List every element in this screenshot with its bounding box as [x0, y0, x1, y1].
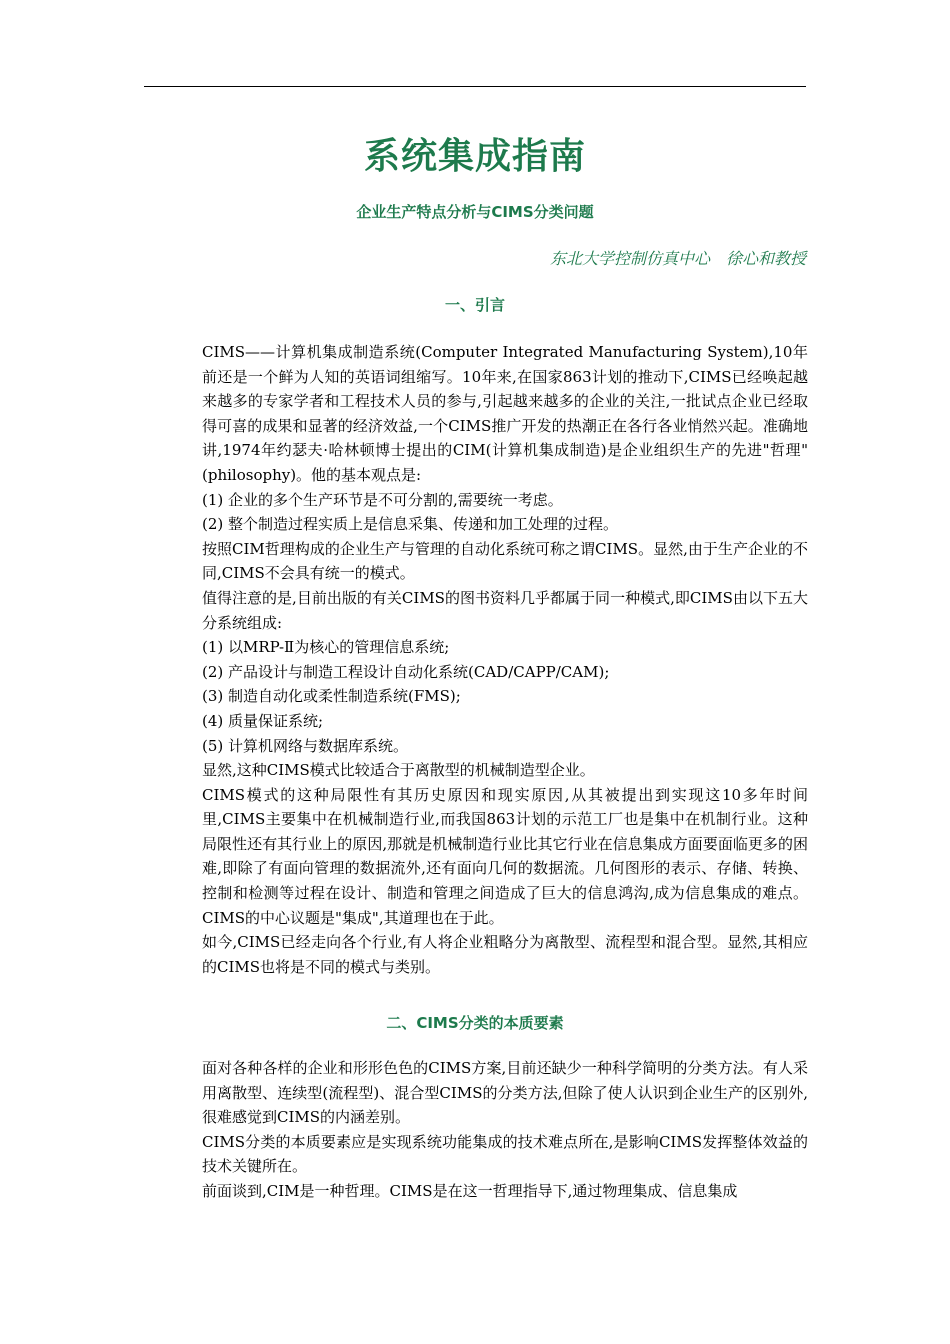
section1-heading: 一、引言 — [444, 296, 505, 314]
document-subtitle: 企业生产特点分析与CIMS分类问题 — [356, 203, 594, 221]
paragraph: (1) 以MRP-Ⅱ为核心的管理信息系统; — [202, 638, 450, 657]
paragraph: CIMS模式的这种局限性有其历史原因和现实原因,从其被提出到实现这10多年时间里,CIMS主要集中在机械制造行业,而我国863计划的示范工厂也是集中在机制行业。这种局限性还有其行业上的原因,那就是机械制造行业比其它行业在信息集成方面要面临更多的困难,即除了有面向管理的数据流外,还有面向几何的数据流。几何图形的表示、存储、转换、控制和检测等过程在设计、制造和管理之间造成了巨大的信息鸿沟,成为信息集成的难点。CIMS的中心议题是"集成",其道理也在于此。 — [202, 785, 808, 927]
paragraph: 值得注意的是,目前出版的有关CIMS的图书资料几乎都属于同一种模式,即CIMS由以下五大分系统组成: — [202, 588, 808, 632]
paragraph: CIMS——计算机集成制造系统(Computer Integrated Manufacturing System),10年前还是一个鲜为人知的英语词组缩写。10年来,在国家863计划的推动下,CIMS已经唤起越来越多的专家学者和工程技术人员的参与,引起越来越多的企业的关注,一批试点企业已经取得可喜的成果和显著的经济效益,一个CIMS推广开发的热潮正在各行各业悄然兴起。准确地讲,1974年约瑟夫·哈林顿博士提出的CIM(计算机集成制造)是企业组织生产的先进"哲理"(philosophy)。他的基本观点是: — [202, 343, 808, 484]
paragraph: (2) 整个制造过程实质上是信息采集、传递和加工处理的过程。 — [202, 515, 619, 534]
header-rule — [144, 86, 806, 87]
section2-body — [202, 1056, 808, 1204]
document-title: 系统集成指南 — [363, 136, 586, 177]
paragraph: 显然,这种CIMS模式比较适合于离散型的机械制造型企业。 — [202, 761, 595, 780]
paragraph: 如今,CIMS已经走向各个行业,有人将企业粗略分为离散型、流程型和混合型。显然,其相应的CIMS也将是不同的模式与类别。 — [202, 933, 808, 976]
paragraph: (5) 计算机网络与数据库系统。 — [202, 736, 409, 755]
paragraph: (4) 质量保证系统; — [202, 711, 324, 730]
section1-body — [202, 340, 808, 979]
paragraph: (3) 制造自动化或柔性制造系统(FMS); — [202, 687, 461, 706]
paragraph: 按照CIM哲理构成的企业生产与管理的自动化系统可称之谓CIMS。显然,由于生产企业的不同,CIMS不会具有统一的模式。 — [202, 539, 808, 583]
paragraph: CIMS分类的本质要素应是实现系统功能集成的技术难点所在,是影响CIMS发挥整体效益的技术关键所在。 — [202, 1132, 808, 1176]
paragraph: 面对各种各样的企业和形形色色的CIMS方案,目前还缺少一种科学简明的分类方法。有人采用离散型、连续型(流程型)、混合型CIMS的分类方法,但除了使人认识到企业生产的区别外,很难感觉到CIMS的内涵差别。 — [202, 1059, 808, 1127]
paragraph: (2) 产品设计与制造工程设计自动化系统(CAD/CAPP/CAM); — [202, 662, 610, 681]
paragraph: 前面谈到,CIM是一种哲理。CIMS是在这一哲理指导下,通过物理集成、信息集成 — [202, 1181, 738, 1200]
author-line: 东北大学控制仿真中心 徐心和教授 — [549, 249, 806, 268]
paragraph: (1) 企业的多个生产环节是不可分割的,需要统一考虑。 — [202, 490, 563, 509]
section2-heading: 二、CIMS分类的本质要素 — [386, 1014, 564, 1032]
